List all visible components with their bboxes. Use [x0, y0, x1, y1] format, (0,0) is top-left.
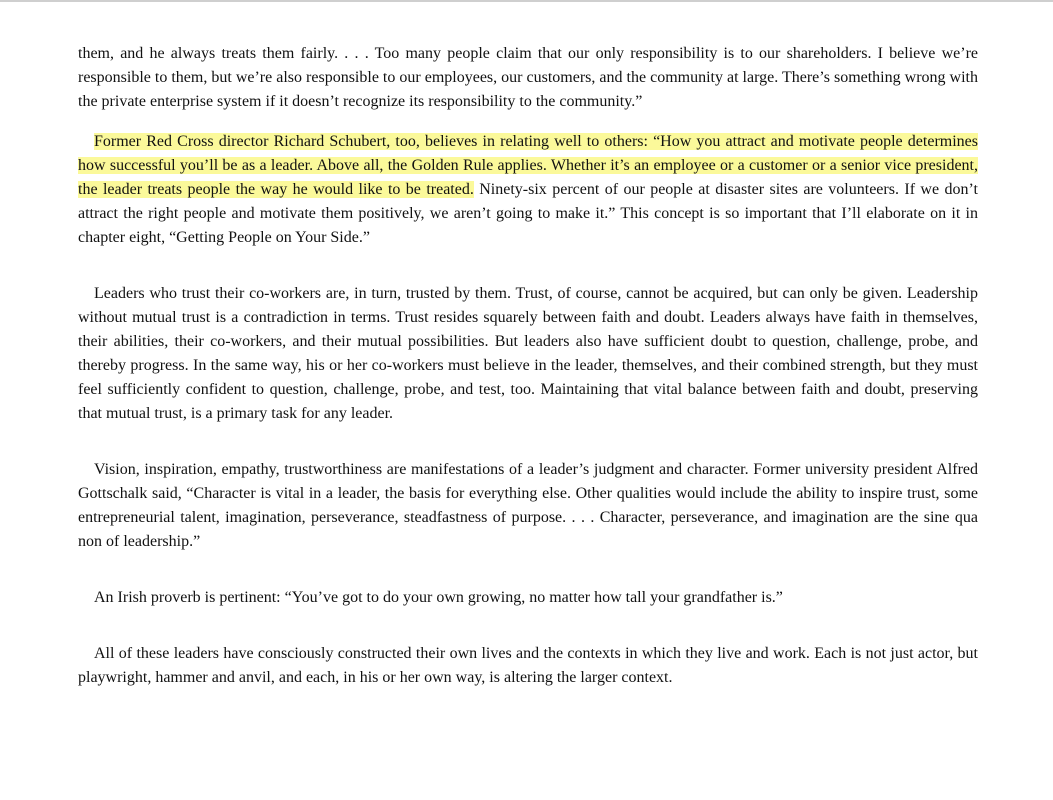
paragraph-5-text: An Irish proverb is pertinent: “You’ve got to do your own growing, no matter how tall your grandfather is.” [94, 589, 783, 606]
paragraph-6 [78, 642, 978, 690]
page-top-border [0, 0, 1053, 2]
document-page [78, 42, 978, 690]
paragraph-5 [78, 586, 978, 610]
paragraph-2-text: Ninety-six percent of our people at disaster sites are volunteers. If we don’t attract the right people and motivate them positively, we aren’t going to make it.” This concept is so important that I’ll elaborate on it in chapter eight, “Getting People on Your Side.” [78, 181, 978, 246]
highlighted-passage[interactable]: Former Red Cross director Richard Schubert, too, believes in relating well to others: “How you attract and motivate people determines how successful you’ll be as a leader. Above all, the Golden Rule applies. Whether it’s an employee or a customer or a senior vice president, the leader treats people the way he would like to be treated. [78, 133, 978, 198]
paragraph-1-text: them, and he always treats them fairly. . . . Too many people claim that our only responsibility is to our shareholders. I believe we’re responsible to them, but we’re also responsible to our employees, our customers, and the community at large. There’s something wrong with the private enterprise system if it doesn’t recognize its responsibility to the community.” [78, 45, 978, 110]
paragraph-4-text: Vision, inspiration, empathy, trustworthiness are manifestations of a leader’s judgment and character. Former university president Alfred Gottschalk said, “Character is vital in a leader, the basis for everything else. Other qualities would include the ability to inspire trust, some entrepreneurial talent, imagination, perseverance, steadfastness of purpose. . . . Character, perseverance, and imagination are the sine qua non of leadership.” [78, 461, 978, 550]
paragraph-2 [78, 130, 978, 250]
paragraph-1 [78, 42, 978, 114]
paragraph-4 [78, 458, 978, 554]
paragraph-3-text: Leaders who trust their co-workers are, in turn, trusted by them. Trust, of course, cannot be acquired, but can only be given. Leadership without mutual trust is a contradiction in terms. Trust resides squarely between faith and doubt. Leaders always have faith in themselves, their abilities, their co-workers, and their mutual possibilities. But leaders also have sufficient doubt to question, challenge, probe, and thereby progress. In the same way, his or her co-workers must believe in the leader, themselves, and their combined strength, but they must feel sufficiently confident to question, challenge, probe, and test, too. Maintaining that vital balance between faith and doubt, preserving that mutual trust, is a primary task for any leader. [78, 285, 978, 422]
paragraph-6-text: All of these leaders have consciously constructed their own lives and the contexts in which they live and work. Each is not just actor, but playwright, hammer and anvil, and each, in his or her own way, is altering the larger context. [78, 645, 978, 686]
paragraph-3 [78, 282, 978, 426]
